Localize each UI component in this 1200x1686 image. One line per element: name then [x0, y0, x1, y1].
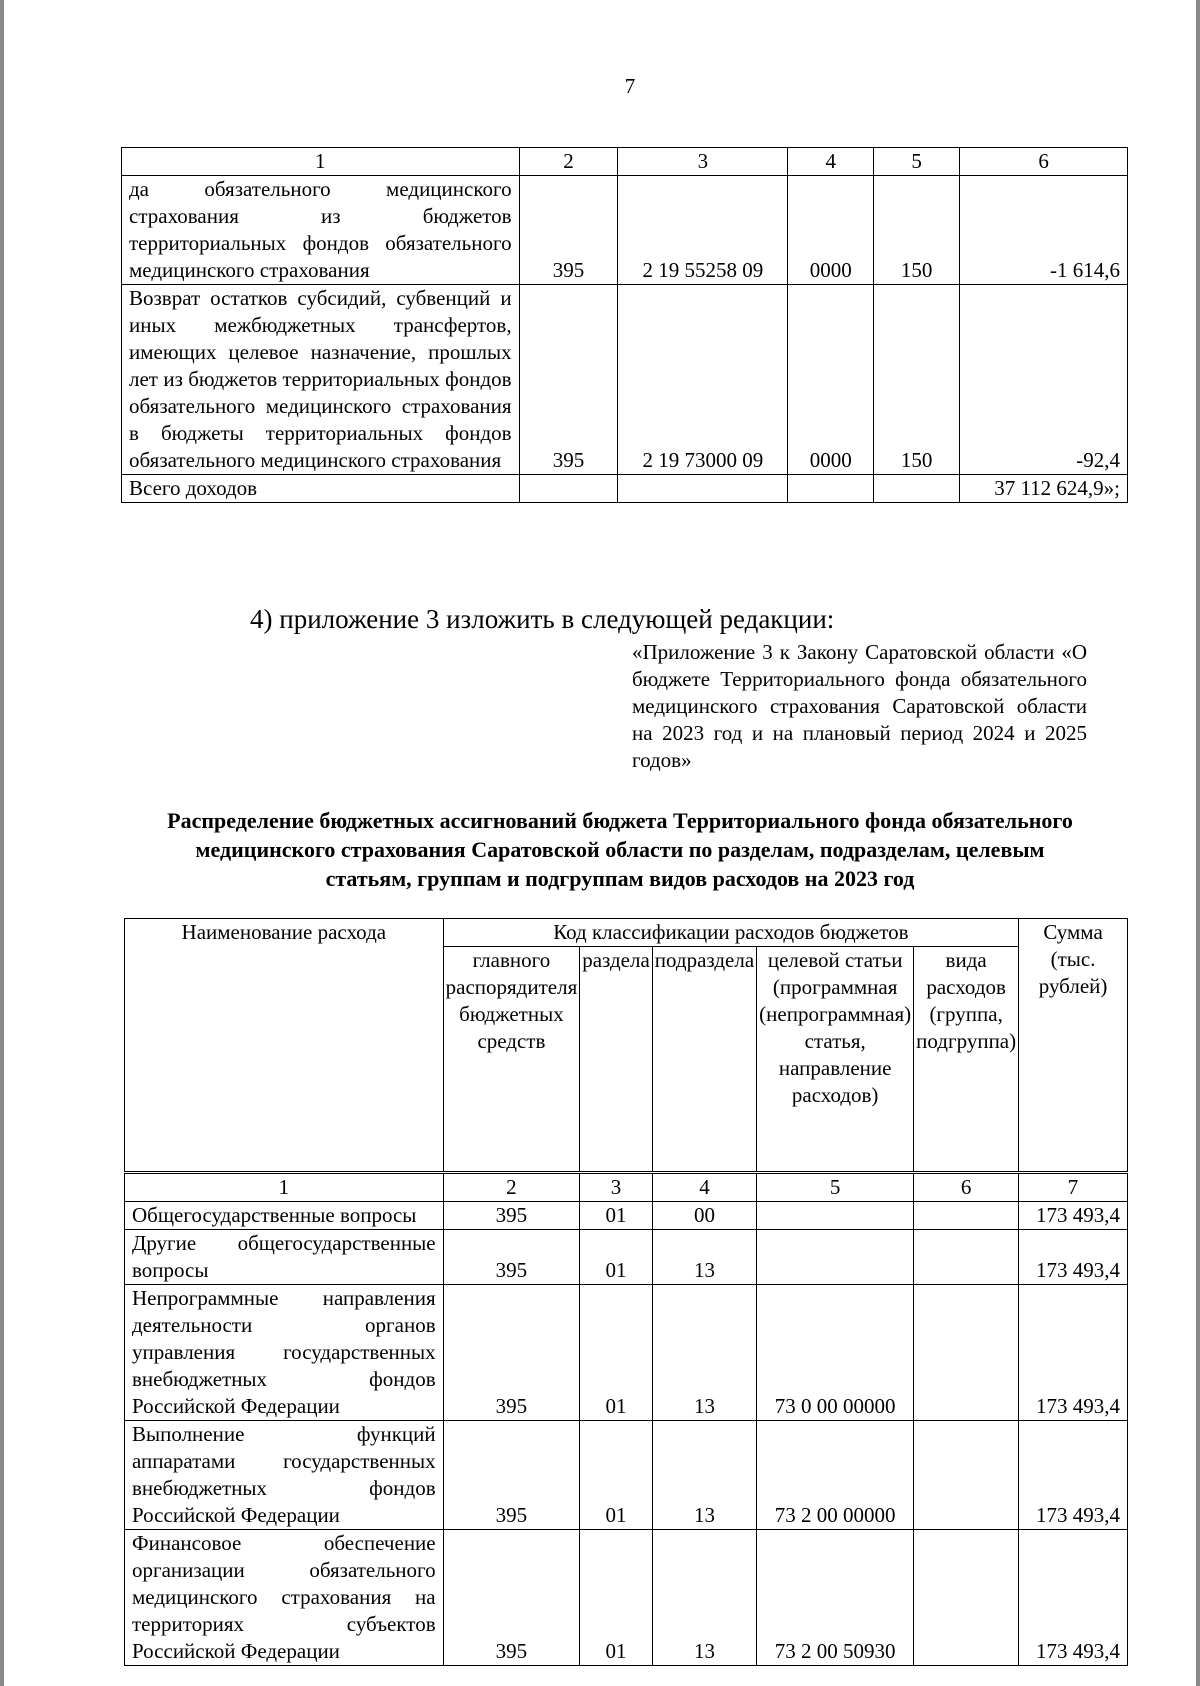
row-name: Непрограммные направления деятельности органов управления государственных внебюджетных фондов Российской Федерации — [125, 1285, 444, 1421]
row-name: Другие общегосударственные вопросы — [125, 1230, 444, 1285]
subheader-cs: целевой статьи (программная (непрограммная) статья, направление расходов) — [757, 947, 914, 1173]
scan-edge-left — [0, 0, 4, 1686]
row-rz: 01 — [580, 1530, 653, 1666]
row-vr — [914, 1202, 1019, 1230]
instruction-text: 4) приложение 3 изложить в следующей редакции: — [250, 604, 835, 634]
total-row — [122, 475, 1128, 503]
numbering-row — [125, 1173, 1128, 1202]
number-cell: 7 — [1019, 1173, 1128, 1202]
row-class-code: 150 — [874, 285, 960, 475]
header-cell: 6 — [960, 148, 1128, 176]
row-rz: 01 — [580, 1421, 653, 1530]
total-value: 37 112 624,9»; — [960, 475, 1128, 503]
subheader-rz: раздела — [580, 947, 653, 1173]
page-number: 7 — [624, 74, 636, 98]
row-rz: 01 — [580, 1285, 653, 1421]
row-amount: -92,4 — [960, 285, 1128, 475]
row-grs: 395 — [443, 1285, 580, 1421]
row-pr: 13 — [652, 1285, 756, 1421]
row-pr: 13 — [652, 1530, 756, 1666]
row-cs: 73 0 00 00000 — [757, 1285, 914, 1421]
table-row — [125, 1530, 1128, 1666]
number-cell: 6 — [914, 1173, 1019, 1202]
table-row — [125, 1202, 1128, 1230]
subheader-grs: главного распорядителя бюджетных средств — [443, 947, 580, 1173]
header-cell: 5 — [874, 148, 960, 176]
row-vr — [914, 1530, 1019, 1666]
revenue-table — [121, 147, 1128, 503]
row-cs — [757, 1230, 914, 1285]
number-cell: 5 — [757, 1173, 914, 1202]
table-row — [125, 1285, 1128, 1421]
row-sum: 173 493,4 — [1019, 1530, 1128, 1666]
subheader-vr: вида расходов (группа, подгруппа) — [914, 947, 1019, 1173]
number-cell: 4 — [652, 1173, 756, 1202]
row-class-code: 150 — [874, 176, 960, 285]
header-cell: 3 — [618, 148, 788, 176]
row-amount: -1 614,6 — [960, 176, 1128, 285]
row-name: да обязательного медицинского страхования из бюджетов территориальных фондов обязательного медицинского страхования — [122, 176, 520, 285]
row-name: Финансовое обеспечение организации обязательного медицинского страхования на территориях субъектов Российской Федерации — [125, 1530, 444, 1666]
table-row — [122, 176, 1128, 285]
header-cell: 2 — [519, 148, 618, 176]
row-cs: 73 2 00 00000 — [757, 1421, 914, 1530]
header-cell: 1 — [122, 148, 520, 176]
appendix-note: «Приложение 3 к Закону Саратовской области «О бюджете Территориального фонда обязательного медицинского страхования Саратовской области на 2023 год и на плановый период 2024 и 2025 годов» — [632, 640, 1087, 772]
row-revenue-code: 2 19 55258 09 — [618, 176, 788, 285]
row-pr: 13 — [652, 1230, 756, 1285]
revenue-table-header — [122, 148, 1128, 176]
subheader-pr: подраздела — [652, 947, 756, 1173]
row-name: Общегосударственные вопросы — [125, 1202, 444, 1230]
column-name-header: Наименование расхода — [125, 919, 444, 1173]
row-subtype-code: 0000 — [788, 285, 874, 475]
row-pr: 00 — [652, 1202, 756, 1230]
row-name: Выполнение функций аппаратами государственных внебюджетных фондов Российской Федерации — [125, 1421, 444, 1530]
row-cs — [757, 1202, 914, 1230]
column-sum-header: Сумма (тыс. рублей) — [1019, 919, 1128, 1173]
row-name: Возврат остатков субсидий, субвенций и иных межбюджетных трансфертов, имеющих целевое назначение, прошлых лет из бюджетов территориальных фондов обязательного медицинского страхования в бюджеты территориальных фондов обязательного медицинского страхования — [122, 285, 520, 475]
number-cell: 3 — [580, 1173, 653, 1202]
row-rz: 01 — [580, 1202, 653, 1230]
row-grs: 395 — [443, 1530, 580, 1666]
row-sum: 173 493,4 — [1019, 1202, 1128, 1230]
total-label: Всего доходов — [122, 475, 520, 503]
row-rz: 01 — [580, 1230, 653, 1285]
number-cell: 1 — [125, 1173, 444, 1202]
row-sum: 173 493,4 — [1019, 1285, 1128, 1421]
table-row — [125, 1421, 1128, 1530]
row-vr — [914, 1421, 1019, 1530]
row-revenue-code: 2 19 73000 09 — [618, 285, 788, 475]
number-cell: 2 — [443, 1173, 580, 1202]
row-cs: 73 2 00 50930 — [757, 1530, 914, 1666]
row-admin-code: 395 — [519, 285, 618, 475]
table-row — [122, 285, 1128, 475]
row-vr — [914, 1285, 1019, 1421]
expenditure-table-header — [125, 919, 1128, 947]
row-grs: 395 — [443, 1230, 580, 1285]
classification-group-header: Код классификации расходов бюджетов — [443, 919, 1018, 947]
table-row — [125, 1230, 1128, 1285]
header-cell: 4 — [788, 148, 874, 176]
row-sum: 173 493,4 — [1019, 1421, 1128, 1530]
scan-edge-right — [1196, 0, 1200, 1686]
expenditure-table — [124, 918, 1128, 1666]
row-grs: 395 — [443, 1421, 580, 1530]
row-pr: 13 — [652, 1421, 756, 1530]
row-vr — [914, 1230, 1019, 1285]
section-title: Распределение бюджетных ассигнований бюджета Территориального фонда обязательного медицинского страхования Саратовской области по разделам, подразделам, целевым статьям, группам и подгруппам видов расходов на 2023 год — [167, 808, 1073, 891]
row-grs: 395 — [443, 1202, 580, 1230]
row-admin-code: 395 — [519, 176, 618, 285]
row-sum: 173 493,4 — [1019, 1230, 1128, 1285]
row-subtype-code: 0000 — [788, 176, 874, 285]
